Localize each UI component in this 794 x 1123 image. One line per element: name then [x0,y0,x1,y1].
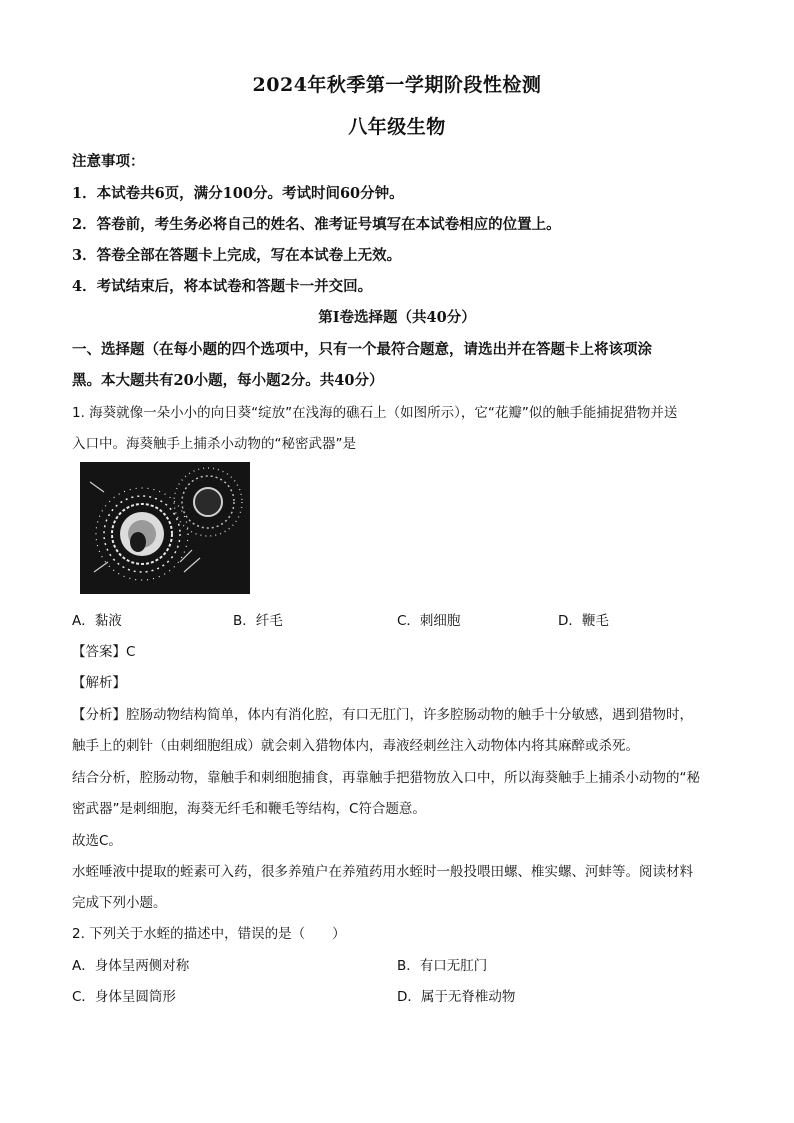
q2-option-c: C．身体呈圆筒形 [72,989,176,1005]
section-instruction: 黑。本大题共有20小题，每小题2分。共40分） [72,372,384,389]
q2-option-d: D．属于无脊椎动物 [397,989,516,1005]
section-instruction: 一、选择题（在每小题的四个选项中，只有一个最符合题意，请选出并在答题卡上将该项涂 [72,341,652,358]
q1-option-c: C．刺细胞 [397,613,461,629]
sea-anemone-photo [80,462,250,594]
q1-option-a: A．黏液 [72,613,122,629]
q1-analysis-line: 【分析】腔肠动物结构简单，体内有消化腔，有口无肛门，许多腔肠动物的触手十分敏感，遇到猎物时， [72,707,693,723]
notice-item: 3．答卷全部在答题卡上完成，写在本试卷上无效。 [72,247,402,264]
q2-option-a: A．身体呈两侧对称 [72,958,190,974]
exam-title: 2024年秋季第一学期阶段性检测 [252,74,542,96]
section-title: 第Ⅰ卷选择题（共40分） [318,309,476,326]
q1-option-b: B．纤毛 [233,613,283,629]
q1-analysis-line: 密武器”是刺细胞，海葵无纤毛和鞭毛等结构，C符合题意。 [72,801,426,817]
notice-item: 2．答卷前，考生务必将自己的姓名、准考证号填写在本试卷相应的位置上。 [72,216,561,233]
q1-analysis-heading: 【解析】 [72,675,126,691]
exam-subtitle: 八年级生物 [348,116,446,138]
passage-text: 完成下列小题。 [72,895,167,911]
q1-analysis-line: 结合分析，腔肠动物，靠触手和刺细胞捕食，再靠触手把猎物放入口中，所以海葵触手上捕杀小动物的“秘 [72,770,700,786]
q1-analysis-line: 触手上的刺针（由刺细胞组成）就会刺入猎物体内，毒液经刺丝注入动物体内将其麻醉或杀死。 [72,738,639,754]
notice-item: 1．本试卷共6页，满分100分。考试时间60分钟。 [72,185,404,202]
question-1-stem: 1. 海葵就像一朵小小的向日葵“绽放”在浅海的礁石上（如图所示），它“花瓣”似的触手能捕捉猎物并送 [72,405,678,421]
notice-heading: 注意事项： [72,153,145,170]
q1-option-d: D．鞭毛 [558,613,609,629]
question-2-stem: 2. 下列关于水蛭的描述中，错误的是（ ） [72,926,346,942]
notice-item: 4．考试结束后，将本试卷和答题卡一并交回。 [72,278,373,295]
q1-answer: 【答案】C [72,644,136,660]
passage-text: 水蛭唾液中提取的蛭素可入药，很多养殖户在养殖药用水蛭时一般投喂田螺、椎实螺、河蚌等。阅读材料 [72,864,693,880]
question-1-stem: 入口中。海葵触手上捕杀小动物的“秘密武器”是 [72,436,356,452]
q1-analysis-line: 故选C。 [72,833,122,849]
q2-option-b: B．有口无肛门 [397,958,488,974]
